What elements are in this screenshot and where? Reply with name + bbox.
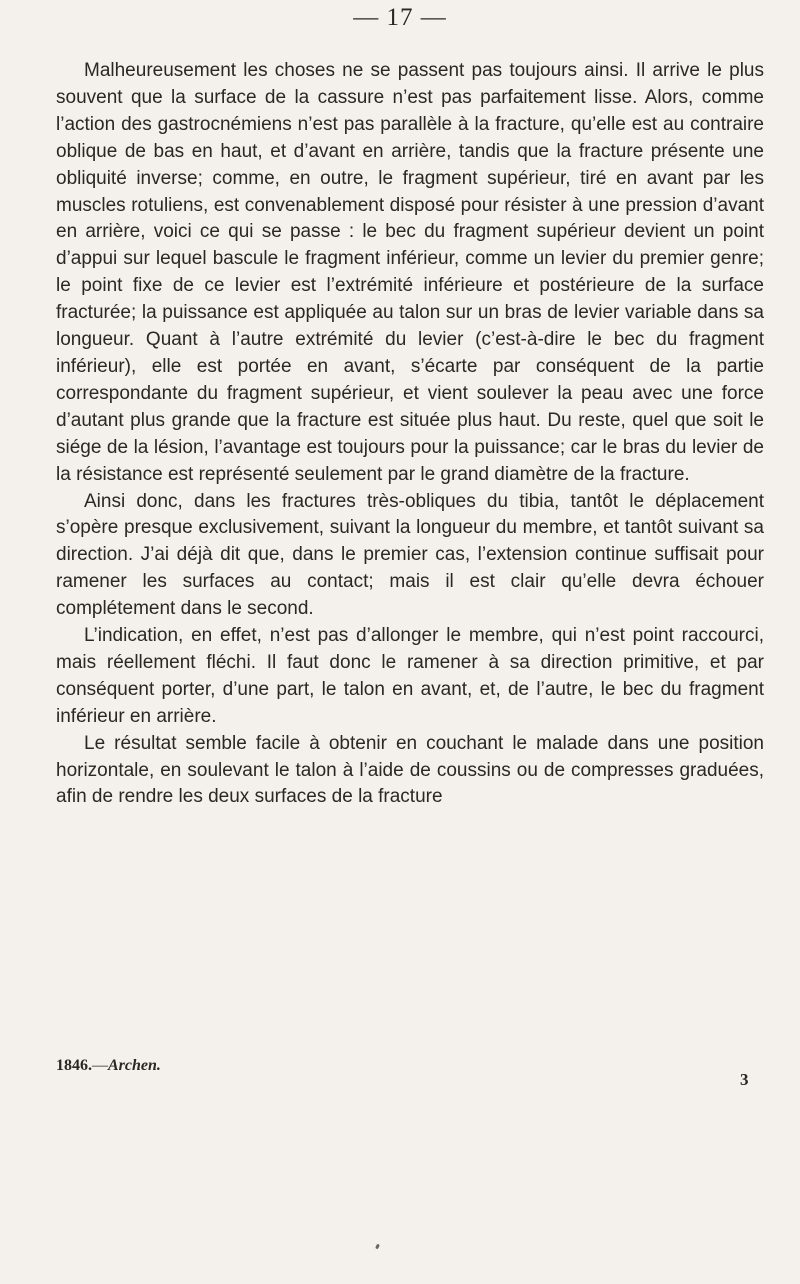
paragraph-4: Le résultat semble facile à obtenir en couchant le malade dans une position horizontale, en soulevant le talon à l’aide de coussins ou de compresses graduées, afin de rendre les deux surfaces de la fracture <box>56 732 764 808</box>
ink-speck <box>375 1244 380 1250</box>
paragraph-3: L’indication, en effet, n’est pas d’allonger le membre, qui n’est point raccourci, mais réellement fléchi. Il faut donc le ramener à sa direction primitive, et par conséquent porter, d’une part, le talon en avant, et, de l’autre, le bec du fragment inférieur en arrière. <box>56 625 764 727</box>
footer-journal: Archen. <box>108 1057 161 1074</box>
body-text <box>56 58 764 811</box>
page-number: — 17 — <box>353 4 447 31</box>
signature-mark: 3 <box>740 1070 749 1089</box>
footer-dash: — <box>92 1057 108 1074</box>
footer-line <box>56 1057 764 1075</box>
paragraph-1: Malheureusement les choses ne se passent pas toujours ainsi. Il arrive le plus souvent que la surface de la cassure n’est pas parfaitement lisse. Alors, comme l’action des gastrocnémiens n’est pas parallèle à la fracture, qu’elle est au contraire oblique de bas en haut, et d’avant en arrière, tandis que la fracture présente une obliquité inverse; comme, en outre, le fragment supérieur, tiré en avant par les muscles rotuliens, est convenablement disposé pour résister à une pression d’avant en arrière, voici ce qui se passe : le bec du fragment supérieur devient un point d’appui sur lequel bascule le fragment inférieur, comme un levier du premier genre; le point fixe de ce levier est l’extrémité inférieure et postérieure de la surface fracturée; la puissance est appliquée au talon sur un bras de levier variable dans sa longueur. Quant à l’autre extrémité du levier (c’est-à-dire le bec du fragment inférieur), elle est portée en avant, s’écarte par conséquent de la partie correspondante du fragment supérieur, et vient soulever la peau avec une force d’autant plus grande que la fracture est située plus haut. Du reste, quel que soit le siége de la lésion, l’avantage est toujours pour la puissance; car le bras du levier de la résistance est représenté seulement par le grand diamètre de la fracture. <box>56 60 764 485</box>
footer-year: 1846. <box>56 1057 92 1074</box>
paragraph-2: Ainsi donc, dans les fractures très-obliques du tibia, tantôt le déplacement s’opère presque exclusivement, suivant la longueur du membre, et tantôt suivant sa direction. J’ai déjà dit que, dans le premier cas, l’extension continue suffisait pour ramener les surfaces au contact; mais il est clair qu’elle devra échouer complétement dans le second. <box>56 490 764 620</box>
